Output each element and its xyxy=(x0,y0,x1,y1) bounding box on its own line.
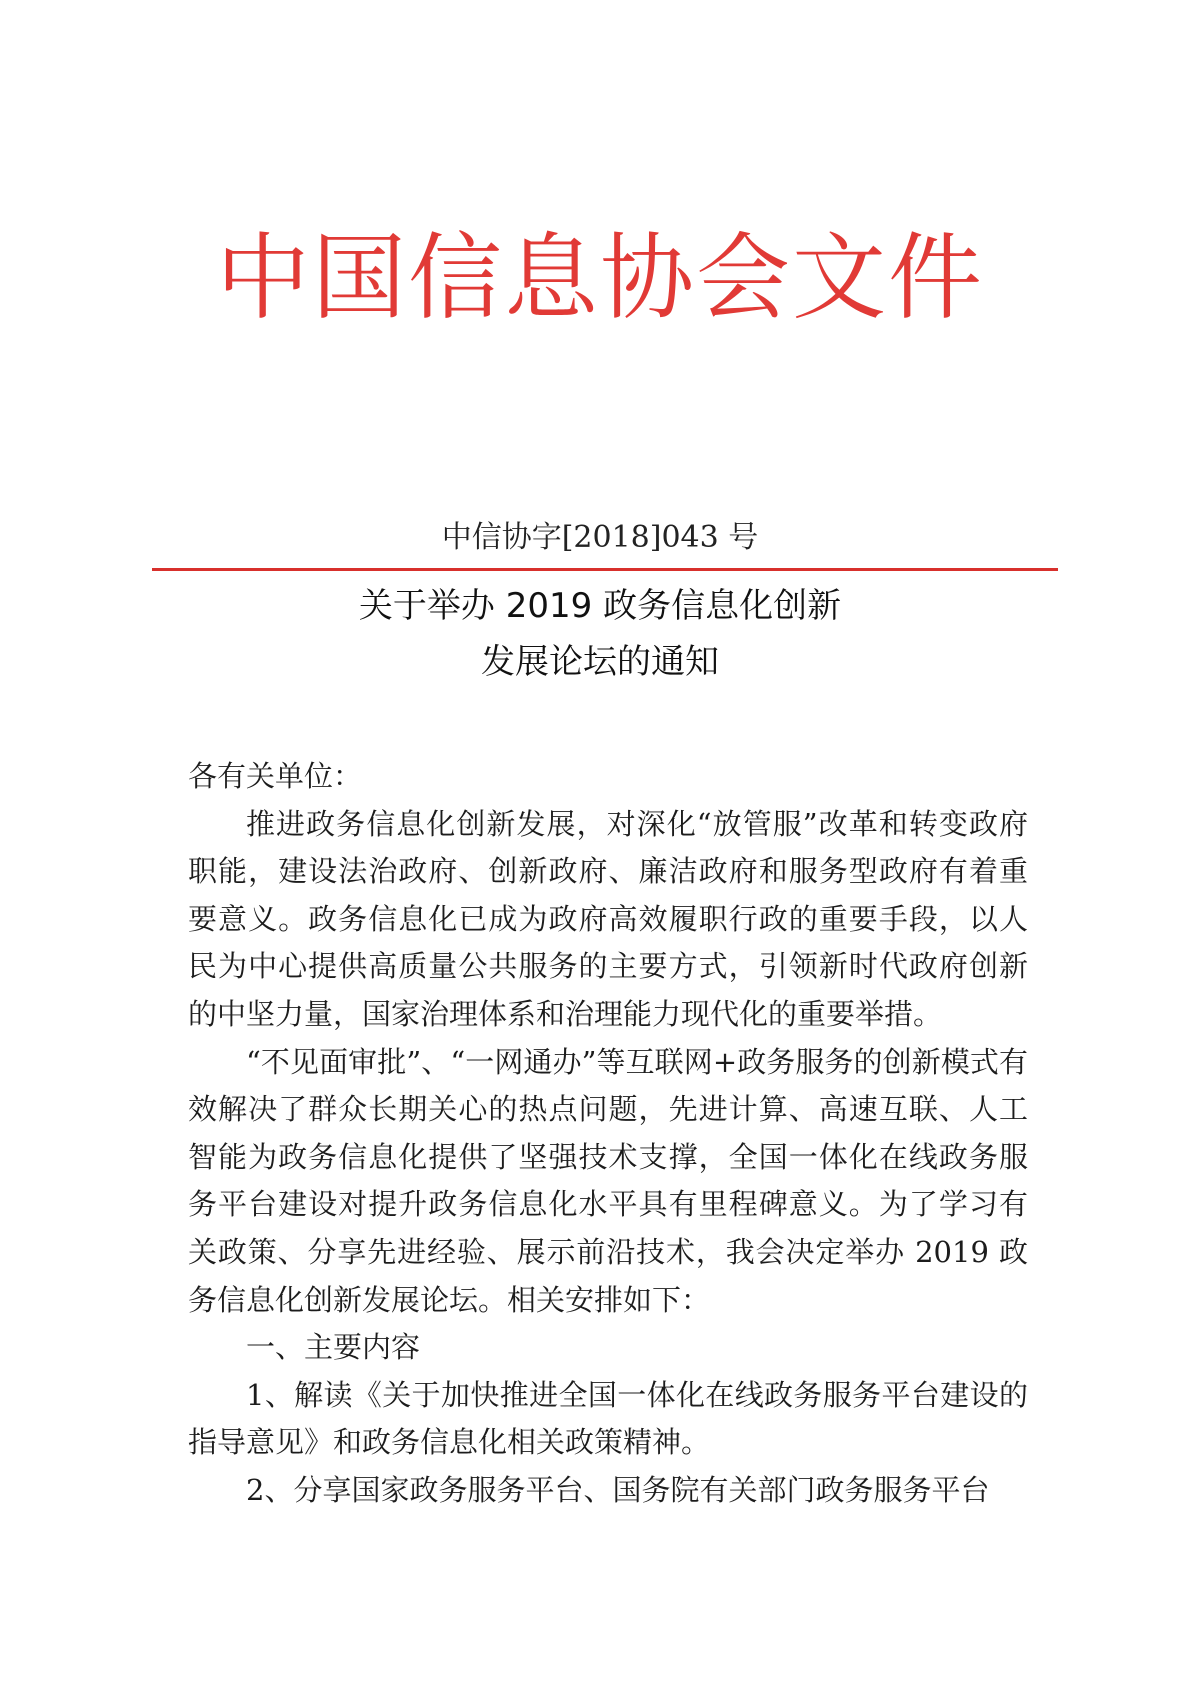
document-number: 中信协字[2018]043 号 xyxy=(441,520,759,555)
title-line-1: 关于举办 2019 政务信息化创新 xyxy=(358,586,842,626)
section-heading-main-content: 一、主要内容 xyxy=(246,1330,421,1365)
issuing-organization-header: 中国信息协会文件 xyxy=(215,224,984,333)
title-line-2: 发展论坛的通知 xyxy=(481,642,719,682)
document-body xyxy=(188,753,1028,1515)
body-paragraph-1: 推进政务信息化创新发展，对深化“放管服”改革和转变政府职能，建设法治政府、创新政府、廉洁政府和服务型政府有着重要意义。政务信息化已成为政府高效履职行政的重要手段，以人民为中心提供高质量公共服务的主要方式，引领新时代政府创新的中坚力量，国家治理体系和治理能力现代化的重要举措。 xyxy=(188,806,1028,1031)
red-separator-line xyxy=(152,568,1058,571)
list-item-1: 1、解读《关于加快推进全国一体化在线政务服务平台建设的指导意见》和政务信息化相关政策精神。 xyxy=(188,1377,1028,1460)
salutation: 各有关单位： xyxy=(188,759,363,793)
document-title xyxy=(0,578,1200,690)
body-paragraph-2: “不见面审批”、“一网通办”等互联网+政务服务的创新模式有效解决了群众长期关心的热点问题，先进计算、高速互联、人工智能为政务信息化提供了坚强技术支撑，全国一体化在线政务服务平台建设对提升政务信息化水平具有里程碑意义。为了学习有关政策、分享先进经验、展示前沿技术，我会决定举办 2019 政务信息化创新发展论坛。相关安排如下： xyxy=(188,1044,1028,1317)
list-item-2: 2、分享国家政务服务平台、国务院有关部门政务服务平台 xyxy=(246,1472,990,1507)
